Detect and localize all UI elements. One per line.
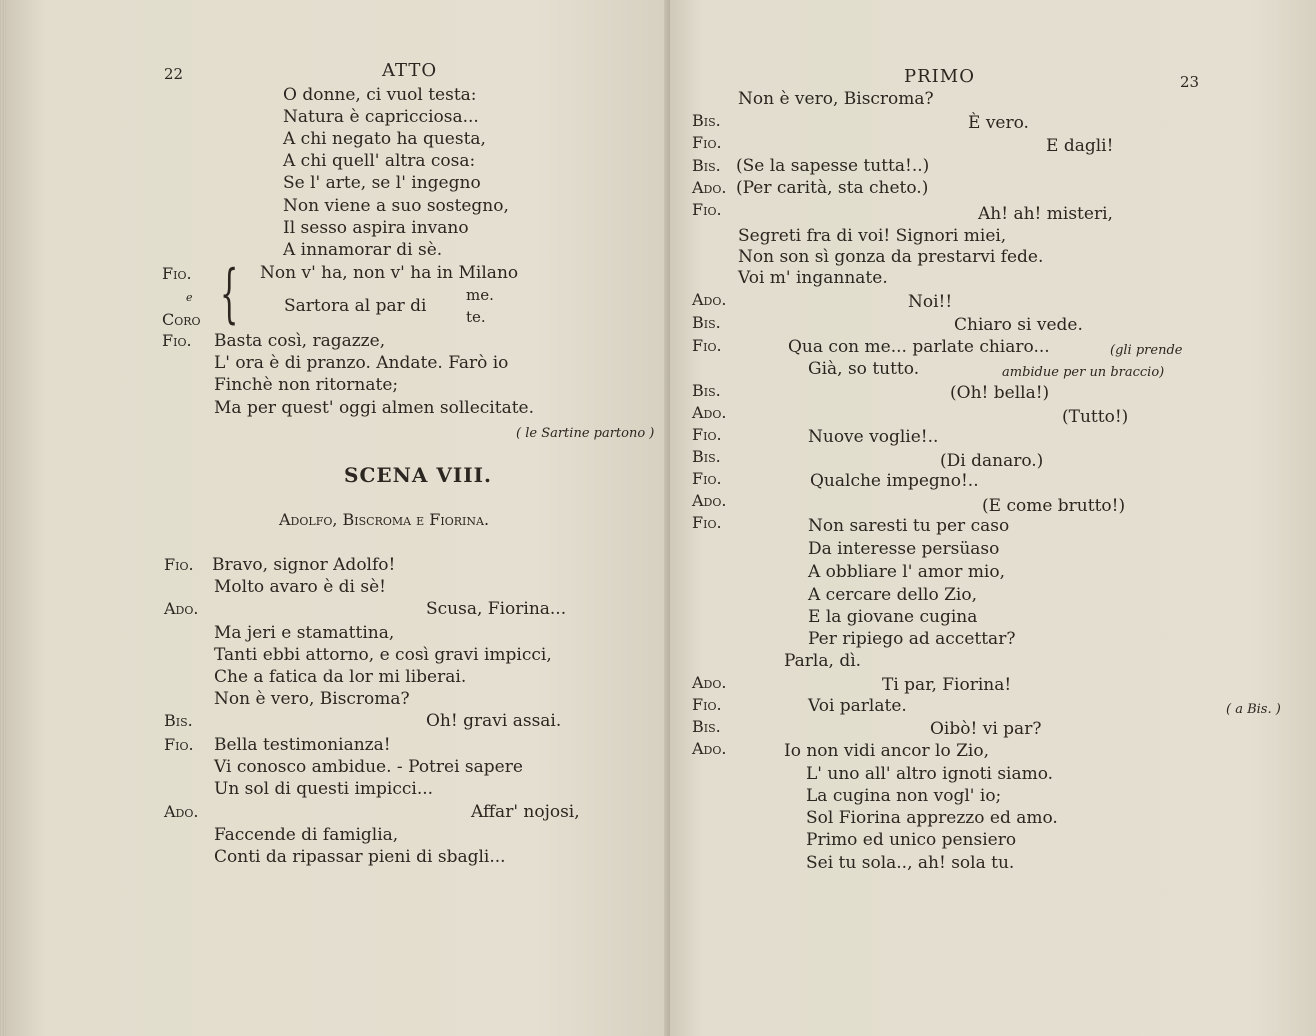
dialogue-line: Parla, dì. — [784, 651, 862, 671]
dialogue-line: Sei tu sola.., ah! sola tu. — [806, 853, 1015, 873]
verse-line: A innamorar di sè. — [283, 240, 443, 260]
dialogue-line: La cugina non vogl' io; — [806, 786, 1002, 806]
dialogue-line: (Oh! bella!) — [950, 383, 1050, 403]
dialogue-line: E la giovane cugina — [808, 607, 978, 627]
speaker-label: Fio. — [692, 133, 722, 152]
verse-line: Basta così, ragazze, — [214, 331, 386, 351]
dialogue-line: Non saresti tu per caso — [808, 516, 1010, 536]
dialogue-line: Oh! gravi assai. — [426, 711, 562, 731]
dialogue-line: Qua con me... parlate chiaro... — [788, 337, 1050, 357]
conjunction: e — [186, 291, 193, 304]
verse-line: Ma per quest' oggi almen sollecitate. — [214, 398, 535, 418]
speaker-label: Ado. — [692, 739, 727, 758]
speaker-label: Fio. — [692, 469, 722, 488]
dialogue-line: È vero. — [968, 113, 1029, 133]
dialogue-line: A cercare dello Zio, — [808, 585, 977, 605]
right-running-head: PRIMO — [904, 66, 975, 87]
dialogue-line: Da interesse persüaso — [808, 539, 1000, 559]
verse-variant: te. — [466, 308, 486, 326]
dialogue-line: Affar' nojosi, — [471, 802, 580, 822]
dialogue-line: Già, so tutto. — [808, 359, 920, 379]
speaker-label: Coro — [162, 310, 201, 329]
dialogue-line: Conti da ripassar pieni di sbagli... — [214, 847, 506, 867]
scene-characters: Adolfo, Biscroma e Fiorina. — [279, 510, 490, 529]
speaker-label: Ado. — [692, 178, 727, 197]
speaker-label: Fio. — [164, 555, 194, 574]
dialogue-line: Non son sì gonza da prestarvi fede. — [738, 247, 1044, 267]
speaker-label: Ado. — [164, 802, 199, 821]
verse-variant: me. — [466, 286, 494, 304]
speaker-label: Fio. — [162, 331, 192, 350]
verse-line: Se l' arte, se l' ingegno — [283, 173, 481, 193]
speaker-label: Ado. — [692, 290, 727, 309]
speaker-label: Fio. — [692, 513, 722, 532]
stage-direction: ( a Bis. ) — [1226, 702, 1281, 717]
dialogue-line: Nuove voglie!.. — [808, 427, 939, 447]
right-page-number: 23 — [1180, 73, 1200, 91]
speaker-label: Ado. — [692, 403, 727, 422]
dialogue-line: Noi!! — [908, 292, 953, 312]
speaker-label: Bis. — [692, 447, 721, 466]
stage-direction: ( le Sartine partono ) — [516, 426, 655, 441]
verse-line: Sartora al par di — [284, 296, 427, 316]
dialogue-line: (Di danaro.) — [940, 451, 1044, 471]
scene-title: SCENA VIII. — [344, 463, 492, 487]
verse-line: O donne, ci vuol testa: — [283, 85, 477, 105]
speaker-label: Fio. — [692, 200, 722, 219]
speaker-label: Fio. — [692, 695, 722, 714]
dialogue-line: Un sol di questi impicci... — [214, 779, 434, 799]
dialogue-line: Oibò! vi par? — [930, 719, 1042, 739]
dialogue-line: Voi m' ingannate. — [738, 268, 888, 288]
dialogue-line: Chiaro si vede. — [954, 315, 1083, 335]
speaker-label: Ado. — [692, 673, 727, 692]
dialogue-line: (E come brutto!) — [982, 496, 1126, 516]
dialogue-line: Primo ed unico pensiero — [806, 830, 1017, 850]
speaker-label: Ado. — [164, 599, 199, 618]
dialogue-line: Voi parlate. — [808, 696, 907, 716]
speaker-label: Bis. — [692, 381, 721, 400]
dialogue-line: Qualche impegno!.. — [810, 471, 979, 491]
dialogue-line: Che a fatica da lor mi liberai. — [214, 667, 467, 687]
dialogue-line: Per ripiego ad accettar? — [808, 629, 1016, 649]
dialogue-line: E dagli! — [1046, 136, 1114, 156]
speaker-label: Bis. — [692, 111, 721, 130]
dialogue-line: Bravo, signor Adolfo! — [212, 555, 396, 575]
verse-line: Non viene a suo sostegno, — [283, 196, 509, 216]
speaker-label: Bis. — [692, 717, 721, 736]
dialogue-line: Vi conosco ambidue. - Potrei sapere — [214, 757, 523, 777]
verse-line: Natura è capricciosa... — [283, 107, 479, 127]
dialogue-line: Tanti ebbi attorno, e così gravi impicci, — [214, 645, 552, 665]
dialogue-line: Non è vero, Biscroma? — [214, 689, 410, 709]
speaker-label: Bis. — [164, 711, 193, 730]
dialogue-line: (Per carità, sta cheto.) — [736, 178, 929, 198]
verse-line: Finchè non ritornate; — [214, 375, 399, 395]
dialogue-line: A obbliare l' amor mio, — [808, 562, 1006, 582]
dialogue-line: Ma jeri e stamattina, — [214, 623, 395, 643]
right-page — [670, 0, 1316, 1036]
speaker-label: Fio. — [692, 425, 722, 444]
left-page-number: 22 — [164, 65, 184, 83]
dialogue-line: Bella testimonianza! — [214, 735, 391, 755]
speaker-label: Fio. — [692, 336, 722, 355]
left-page — [6, 0, 670, 1036]
verse-line: A chi negato ha questa, — [283, 129, 486, 149]
dialogue-line: Io non vidi ancor lo Zio, — [784, 741, 989, 761]
dialogue-line: Scusa, Fiorina... — [426, 599, 567, 619]
dialogue-line: (Se la sapesse tutta!..) — [736, 156, 930, 176]
dialogue-line: Non è vero, Biscroma? — [738, 89, 934, 109]
verse-line: L' ora è di pranzo. Andate. Farò io — [214, 353, 509, 373]
left-running-head: ATTO — [382, 60, 438, 81]
speaker-label: Fio. — [164, 735, 194, 754]
dialogue-line: L' uno all' altro ignoti siamo. — [806, 764, 1054, 784]
speaker-label: Bis. — [692, 156, 721, 175]
verse-line: Non v' ha, non v' ha in Milano — [260, 263, 519, 283]
dialogue-line: Faccende di famiglia, — [214, 825, 399, 845]
dialogue-line: Molto avaro è di sè! — [214, 577, 386, 597]
speaker-label: Fio. — [162, 264, 192, 283]
stage-direction: ambidue per un braccio) — [1002, 365, 1165, 380]
speaker-label: Bis. — [692, 313, 721, 332]
stage-direction: (gli prende — [1110, 343, 1183, 358]
dialogue-line: Sol Fiorina apprezzo ed amo. — [806, 808, 1058, 828]
dialogue-line: Ah! ah! misteri, — [978, 204, 1113, 224]
dialogue-line: Segreti fra di voi! Signori miei, — [738, 226, 1007, 246]
brace-mark: { — [220, 257, 239, 331]
dialogue-line: (Tutto!) — [1062, 407, 1129, 427]
dialogue-line: Ti par, Fiorina! — [882, 675, 1012, 695]
verse-line: Il sesso aspira invano — [283, 218, 469, 238]
speaker-label: Ado. — [692, 491, 727, 510]
verse-line: A chi quell' altra cosa: — [283, 151, 476, 171]
